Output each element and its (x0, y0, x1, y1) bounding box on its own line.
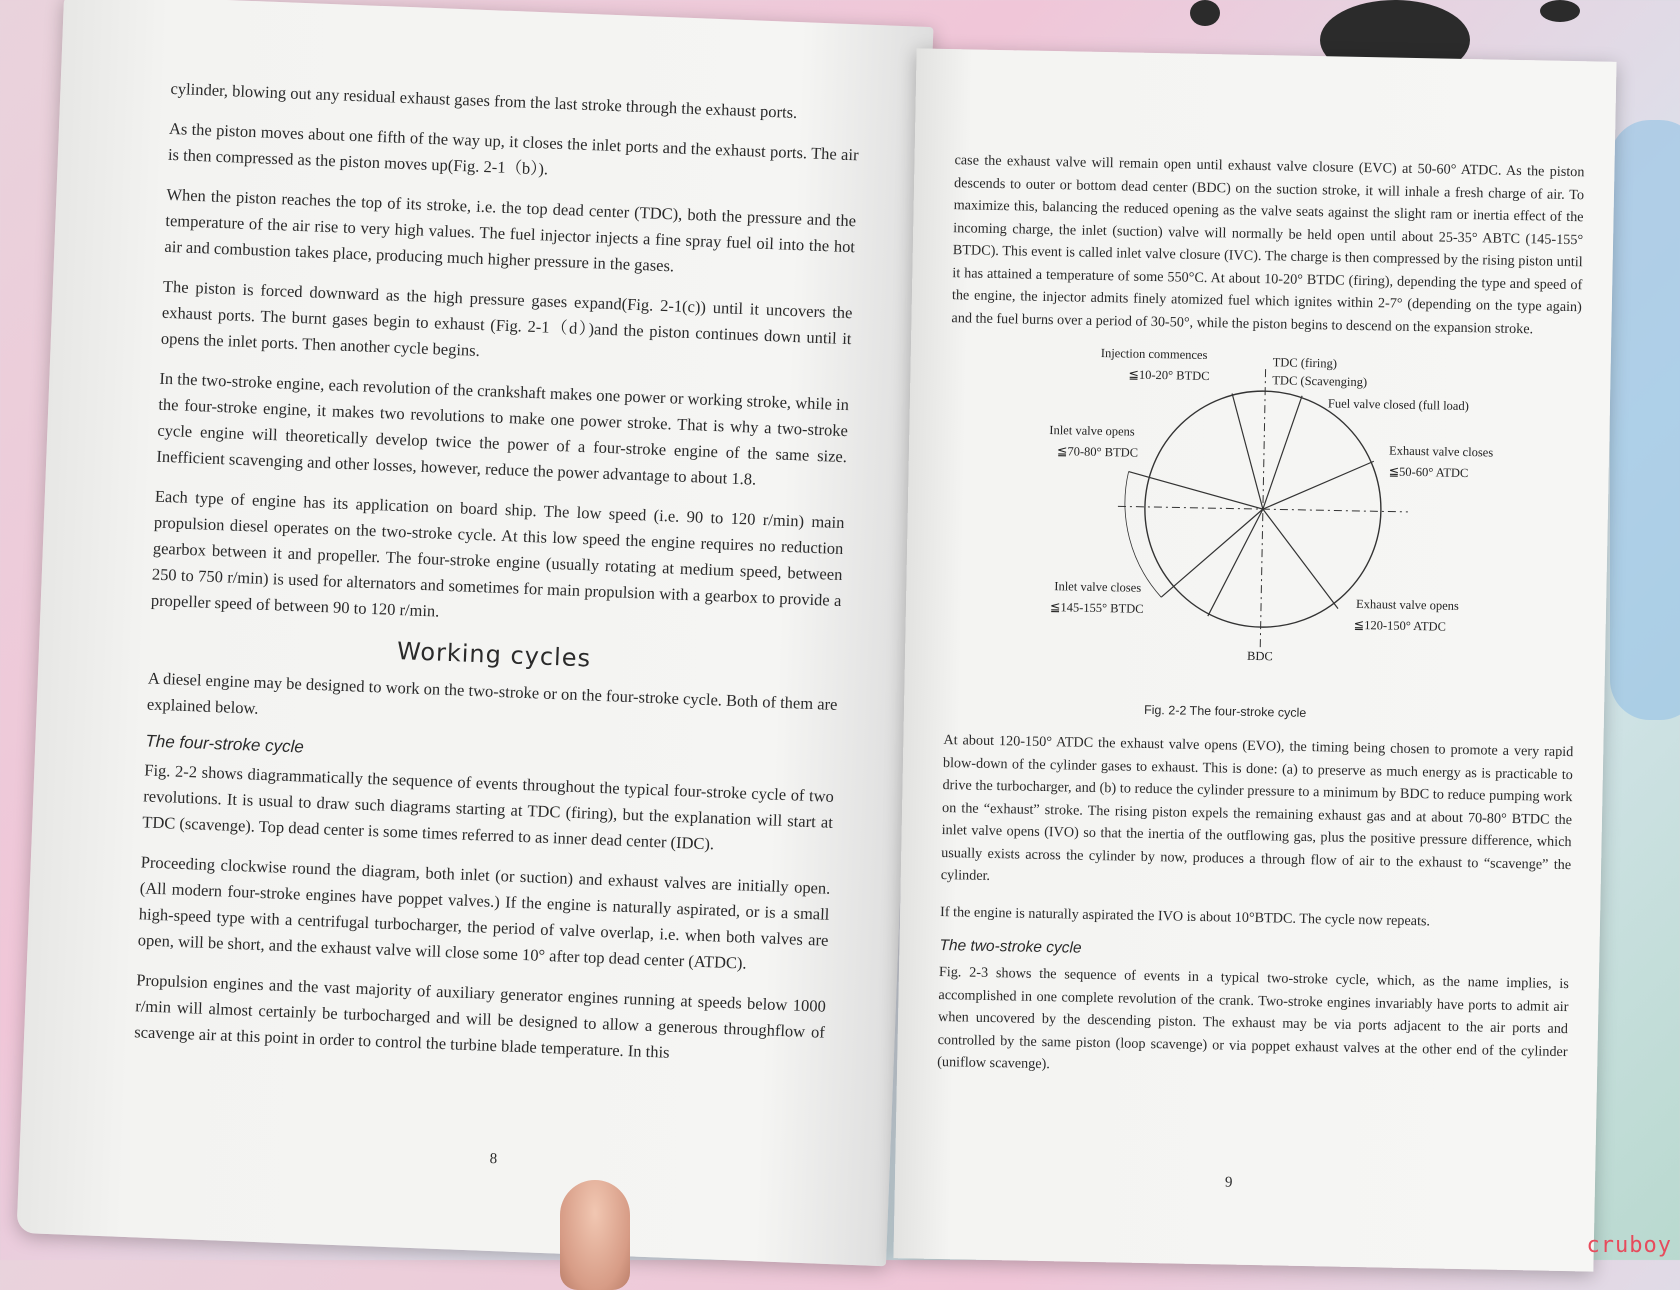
paragraph: Fig. 2-2 shows diagrammatically the sequence of events throughout the typical four-stroke cycle of two revolutions. It is usual to draw such diagrams starting at TDC (firing), but the explanation will start at TDC (scavenge). Top dead center is some times referred to as inner dead center (IDC). (142, 760, 835, 854)
paragraph: case the exhaust valve will remain open until exhaust valve closure (EVC) at 50-60° ATDC. As the piston descends to outer or bottom dead center (BDC) on the suction stroke, it will inhale a fresh charge of air. To maximize this, balancing the reduced opening as the valve seats against the slight ram or inertia effect of the incoming charge, the inlet (suction) valve will normally be held open until about 25-35° ABTC (145-155° BTDC). This event is called inlet valve closure (IVC). The charge is then compressed by the rising piston until it has attained a temperature of some 550°C. At about 10-20° BTDC (firing), depending the type and speed of the engine, the injector admits finely atomized fuel which ignites within 2-7° (depending on the type again) and the fuel burns over a period of 30-50°, while the piston begins to descend on the expansion stroke. (951, 152, 1585, 337)
paragraph: Each type of engine has its application on board ship. The low speed (i.e. 90 to 120 r/min) main propulsion diesel operates on the two-stroke cycle. At this low speed the engine requires no reduction gearbox between it and propeller. The four-stroke engine (usually rotating at medium speed, between 250 to 750 r/min) is used for alternators and sometimes for main propulsion with a gearbox to provide a propeller speed of between 90 to 120 r/min. (150, 486, 845, 621)
paragraph: In the two-stroke engine, each revolution of the crankshaft makes one power or working stroke, while in the four-stroke engine, it makes two revolutions to make one power stroke. That is why a two-stroke cycle engine will theoretically develop twice the power of a four-stroke engine of the same size. Inefficient scavenging and other losses, however, reduce the power advantage to about 1.8. (156, 368, 850, 489)
fabric-blue-patch (1610, 120, 1680, 720)
section-title: Working cycles (396, 637, 592, 673)
four-stroke-diagram (944, 343, 1581, 735)
label-exhaust-valve-opens: Exhaust valve opens (1355, 596, 1459, 613)
label-inlet-valve-closes: Inlet valve closes (1054, 579, 1142, 595)
paragraph: The piston is forced downward as the high pressure gases expand(Fig. 2-1(c)) until it uncovers the exhaust ports. The burnt gases begin to exhaust (Fig. 2-1（d）)and the piston continues down until it opens the inlet ports. Then another cycle begins. (160, 276, 853, 360)
page-number: 8 (489, 1150, 498, 1168)
paragraph: Fig. 2-3 shows the sequence of events in a typical two-stroke cycle, which, as the name implies, is accomplished in one complete revolution of the crank. Two-stroke engines invariably have ports to admit air when uncovered by the descending piston. The exhaust may be via ports adjacent to the air ports and controlled by the same piston (loop scavenge) or via poppet exhaust valves at the other end of the cylinder (uniflow scavenge). (937, 963, 1569, 1073)
paragraph: Propulsion engines and the vast majority of auxiliary generator engines running at speeds below 1000 r/min will almost certainly be turbocharged and will be designed to allow a generous throughflow of scavenge air at this point in order to control the turbine blade temperature. In this (133, 970, 827, 1062)
right-page (893, 48, 1616, 1271)
paragraph: As the piston moves about one fifth of the way up, it closes the inlet ports and the exhaust ports. The air is then compressed as the piston moves up(Fig. 2-1（b）). (167, 118, 859, 179)
label-tdc-firing: TDC (firing) (1272, 355, 1338, 371)
right-page-text-column (937, 149, 1585, 1099)
left-page-text-column (133, 76, 860, 1086)
subhead-four-stroke: The four-stroke cycle (145, 731, 305, 757)
label-injection: Injection commences (1100, 345, 1208, 363)
watermark: cruboy (1586, 1233, 1672, 1258)
subhead-two-stroke: The two-stroke cycle (939, 936, 1082, 957)
label-inlet-opens-angle: ≦70-80° BTDC (1056, 444, 1139, 460)
paragraph: At about 120-150° ATDC the exhaust valve opens (EVO), the timing being chosen to promote a very rapid blow-down of the cylinder gases to exhaust. This is done: (a) to preserve as much energy as is practicable to drive the turbocharger, and (b) to reduce the cylinder pressure to a minimum by BDC to reduce pumping work on the “exhaust” stroke. The rising piston expels the remaining exhaust gas and at about 70-80° BTDC the inlet valve opens (IVO) so that the inertia of the outflowing gas, plus the positive pressure difference, which usually exists across the cylinder by now, produces a through flow of air to the exhaust to “scavenge” the cylinder. (940, 732, 1574, 884)
page-number: 9 (1224, 1174, 1233, 1191)
label-inlet-closes-angle: ≦145-155° BTDC (1049, 600, 1144, 616)
label-injection-angle: ≦10-20° BTDC (1128, 367, 1210, 384)
label-fuel-valve-closed: Fuel valve closed (full load) (1327, 396, 1469, 414)
thumb (560, 1180, 630, 1290)
fabric-dot-small (1190, 0, 1220, 26)
label-tdc-scavenging: TDC (Scavenging) (1272, 373, 1368, 390)
label-exhaust-valve-closes: Exhaust valve closes (1388, 443, 1494, 460)
section-intro: A diesel engine may be designed to work on the two-stroke or on the four-stroke cycle. Both of them are explained below. (146, 668, 838, 718)
label-inlet-valve-opens: Inlet valve opens (1049, 423, 1135, 439)
paragraph: cylinder, blowing out any residual exhaust gases from the last stroke through the exhaust ports. (170, 78, 798, 122)
label-exhaust-opens-angle: ≦120-150° ATDC (1353, 617, 1447, 634)
figure-caption: Fig. 2-2 The four-stroke cycle (1143, 702, 1307, 720)
timing-circle-svg (944, 343, 1581, 735)
label-exhaust-closes-angle: ≦50-60° ATDC (1388, 464, 1469, 481)
paragraph: When the piston reaches the top of its stroke, i.e. the top dead center (TDC), both the pressure and the temperature of the air rise to very high values. The fuel injector injects a fine spray fuel oil into the hot air and combustion takes place, producing much higher pressure in the gases. (164, 184, 857, 276)
left-page (17, 0, 934, 1266)
label-bdc: BDC (1246, 648, 1273, 664)
fabric-dot-corner (1540, 0, 1580, 22)
paragraph: Proceeding clockwise round the diagram, both inlet (or suction) and exhaust valves are initially open. (All modern four-stroke engines have poppet valves.) If the engine is naturally aspirated, or is a small high-speed type with a centrifugal turbocharger, the period of valve overlap, i.e. when both valves are open, will be short, and the exhaust valve will close some 10° after top dead center (ATDC). (137, 852, 831, 973)
paragraph: If the engine is naturally aspirated the IVO is about 10°BTDC. The cycle now repeats. (939, 903, 1431, 929)
